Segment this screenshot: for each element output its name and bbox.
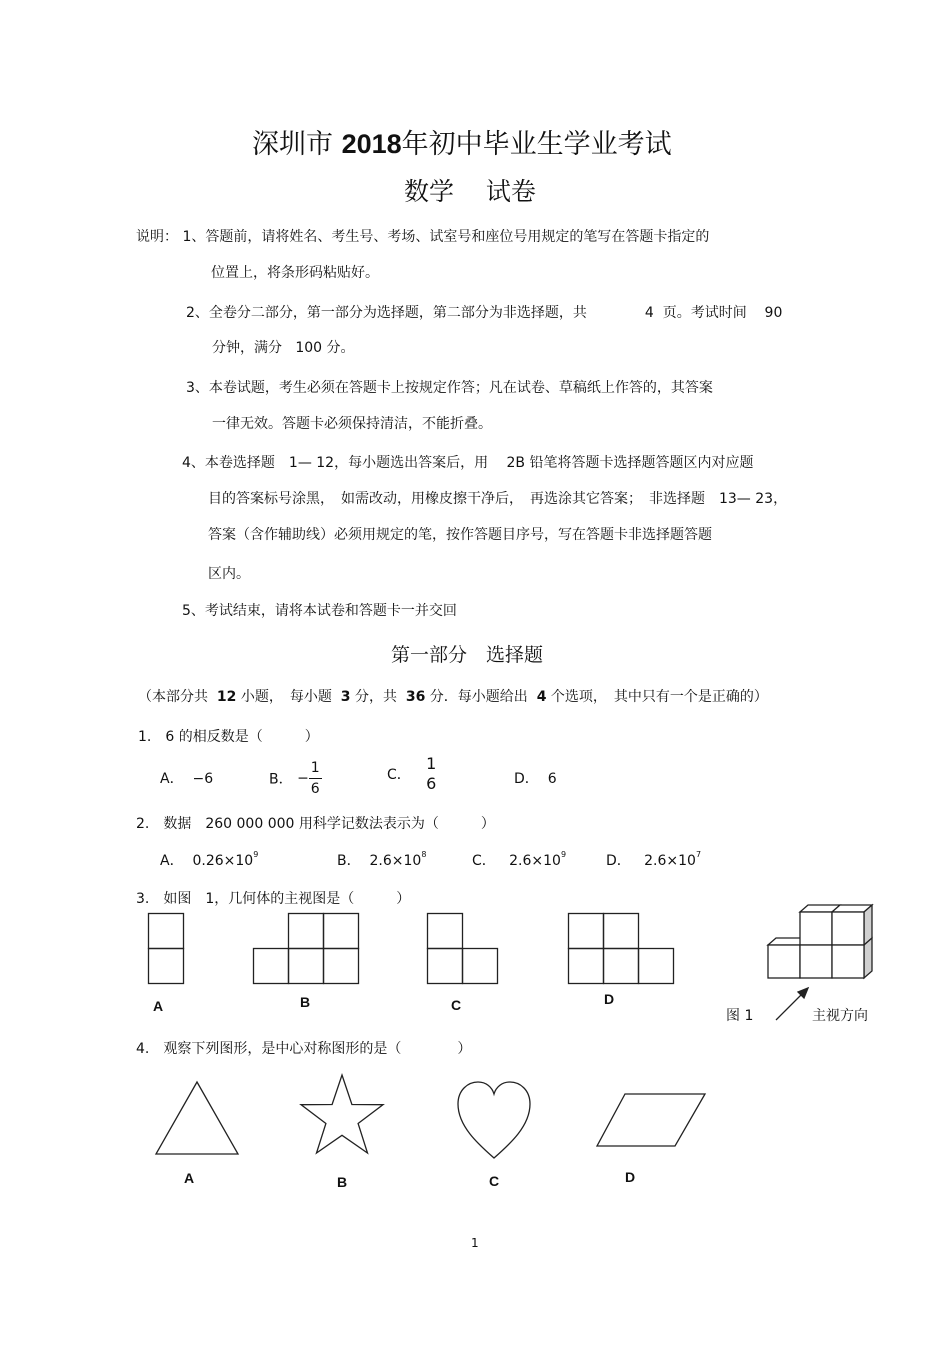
q4-label-a: A [184,1170,195,1186]
note-1b: 位置上，将条形码粘贴好。 [211,265,379,281]
note-3: 3、本卷试题，考生必须在答题卡上按规定作答；凡在试卷、草稿纸上作答的，其答案 [186,380,713,396]
q3-figure-c [427,913,499,985]
q1-option-c: C． 1 6 [387,754,437,793]
note-4b: 目的答案标号涂黑， 如需改动，用橡皮擦干净后， 再选涂其它答案； 非选择题 13— 23， [208,491,788,507]
q2-option-d: D． $2.6\times 10^7$ [606,850,702,869]
note-4: 4、本卷选择题 1— 12，每小题选出答案后，用 2B 铅笔将答题卡选择题答题区内对应题 [182,455,754,471]
exam-subtitle: 数学 试卷 [404,177,536,206]
note-1: 说明： 1、答题前，请将姓名、考生号、考场、试室号和座位号用规定的笔写在答题卡指定的 [136,229,710,245]
page-number: 1 [471,1236,479,1250]
q4-stem: 4. 观察下列图形，是中心对称图形的是（ ） [136,1041,472,1057]
q3-label-b: B [300,994,311,1010]
q4-label-d: D [625,1169,636,1185]
q1-option-d: D． 6 [514,771,557,787]
q3-view-direction: 主视方向 [812,1008,868,1024]
note-2b: 分钟，满分 100 分。 [212,340,355,356]
view-direction-arrow-icon [772,984,812,1024]
q1-stem: 1. 6 的相反数是（ ） [138,729,319,745]
exam-title: 深圳市 2018年初中毕业生学业考试 [252,129,672,160]
q3-solid-figure [766,902,878,982]
parallelogram-icon [595,1092,707,1148]
star-icon [298,1073,386,1159]
q1-option-a: A． −6 [160,771,214,787]
note-2: 2、全卷分二部分，第一部分为选择题，第二部分为非选择题，共 4 页。考试时间 90 [186,305,783,321]
note-4c: 答案（含作辅助线）必须用规定的笔，按作答题目序号，写在答题卡非选择题答题 [208,527,712,543]
q4-label-c: C [489,1173,500,1189]
q3-label-a: A [153,998,164,1014]
q2-stem: 2. 数据 260 000 000 用科学记数法表示为（ ） [136,816,495,832]
q1-option-b: B． − $\frac{1}{6}$ [269,760,320,797]
q3-figure-b [253,913,359,985]
q3-label-c: C [451,997,462,1013]
note-5: 5、考试结束，请将本试卷和答题卡一并交回 [182,603,457,619]
q3-figure-caption: 图 1 [726,1008,754,1024]
q3-figure-d [568,913,674,985]
note-4d: 区内。 [208,566,250,582]
q2-option-b: B． $2.6\times 10^8$ [337,850,427,869]
q2-option-a: A． $0.26\times 10^9$ [160,850,259,869]
triangle-icon [154,1080,240,1156]
part1-desc: （本部分共 12 小题， 每小题 3 分，共 36 分．每小题给出 4 个选项， 其中只有一个是正确的） [138,689,768,705]
heart-icon [456,1080,532,1160]
q2-option-c: C． $2.6\times 10^9$ [472,850,567,869]
q3-label-d: D [604,991,615,1007]
q3-figure-a [148,913,184,985]
q4-label-b: B [337,1174,348,1190]
q3-stem: 3. 如图 1，几何体的主视图是（ ） [136,891,411,907]
note-3b: 一律无效。答题卡必须保持清洁，不能折叠。 [212,416,492,432]
part1-heading: 第一部分 选择题 [391,644,544,666]
